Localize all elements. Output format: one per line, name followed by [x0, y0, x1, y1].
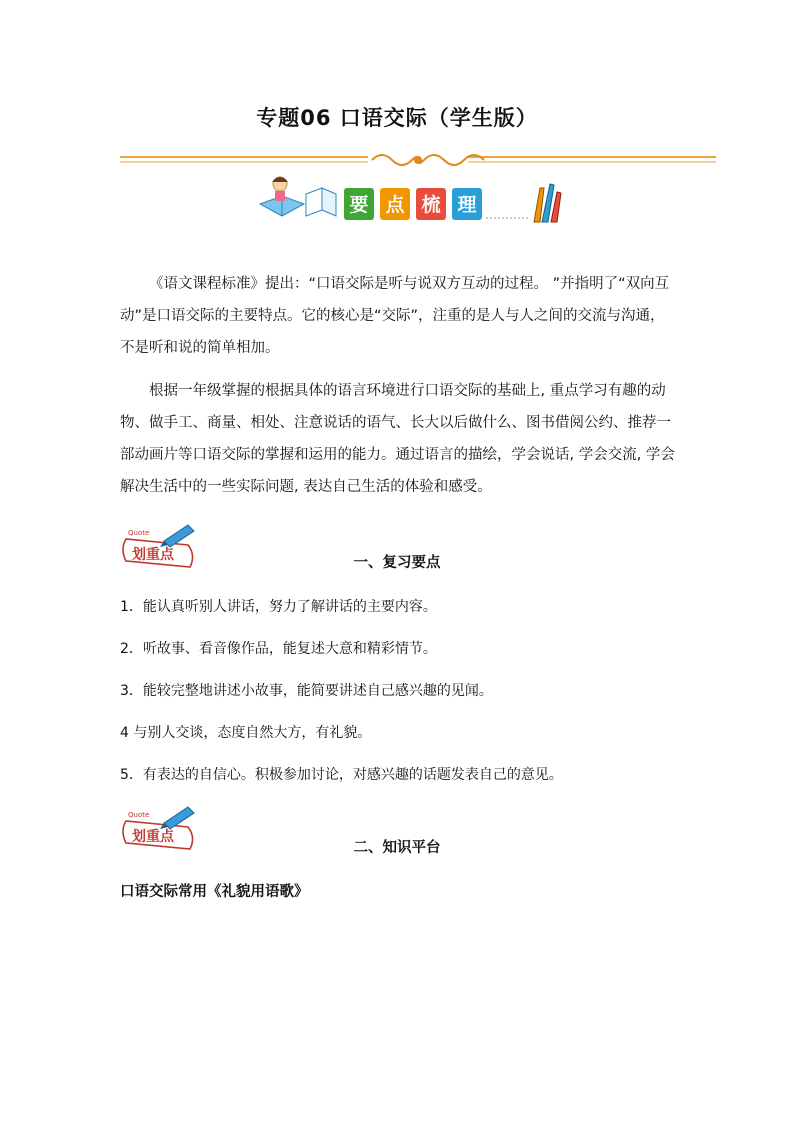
- stamp-quote: Quote: [128, 811, 150, 819]
- subsection-title: 口语交际常用《礼貌用语歌》: [120, 884, 309, 900]
- list-item: 2．听故事、看音像作品，能复述大意和精彩情节。: [120, 641, 437, 657]
- pencils-icon: [534, 184, 561, 222]
- list-item: 1．能认真听别人讲话，努力了解讲话的主要内容。: [120, 599, 437, 615]
- section-heading-knowledge: 二、知识平台: [353, 840, 441, 856]
- stamp-quote: Quote: [128, 529, 150, 537]
- banner-tiles: [344, 188, 482, 220]
- stamp-label: 划重点: [132, 547, 174, 563]
- banner-char-1: 要: [349, 194, 369, 216]
- ornamental-divider: [120, 150, 716, 170]
- stamp-label: 划重点: [132, 829, 174, 845]
- key-points-banner: [258, 174, 564, 226]
- list-item: 5．有表达的自信心。积极参加讨论，对感兴趣的话题发表自己的意见。: [120, 767, 563, 783]
- reading-girl-illustration: [260, 177, 336, 216]
- page-title: 专题06 口语交际（学生版）: [256, 106, 538, 130]
- section-heading-review: 一、复习要点: [353, 555, 441, 571]
- banner-char-3: 梳: [421, 194, 441, 216]
- list-item: 3．能较完整地讲述小故事，能简要讲述自己感兴趣的见闻。: [120, 683, 493, 699]
- list-item: 4 与别人交谈，态度自然大方，有礼貌。: [120, 725, 372, 741]
- banner-char-4: 理: [457, 194, 477, 216]
- banner-char-2: 点: [385, 194, 405, 216]
- intro-paragraph-2: 根据一年级掌握的根据具体的语言环境进行口语交际的基础上, 重点学习有趣的动物、做手工、商量、相处、注意说话的语气、长大以后做什么、图书借阅公约、推荐一部动画片等口语交际的掌握和运用的能力。通过语言的描绘，学会说话, 学会交流, 学会解决生活中的一些实际问题, 表达自己生活的体验和感受。: [120, 383, 675, 495]
- intro-paragraph-1: 《语文课程标准》提出：“口语交际是听与说双方互动的过程。 ”并指明了“双向互动”是口语交际的主要特点。它的核心是“交际”，注重的是人与人之间的交流与沟通，不是听和说的简单相加。: [120, 276, 670, 356]
